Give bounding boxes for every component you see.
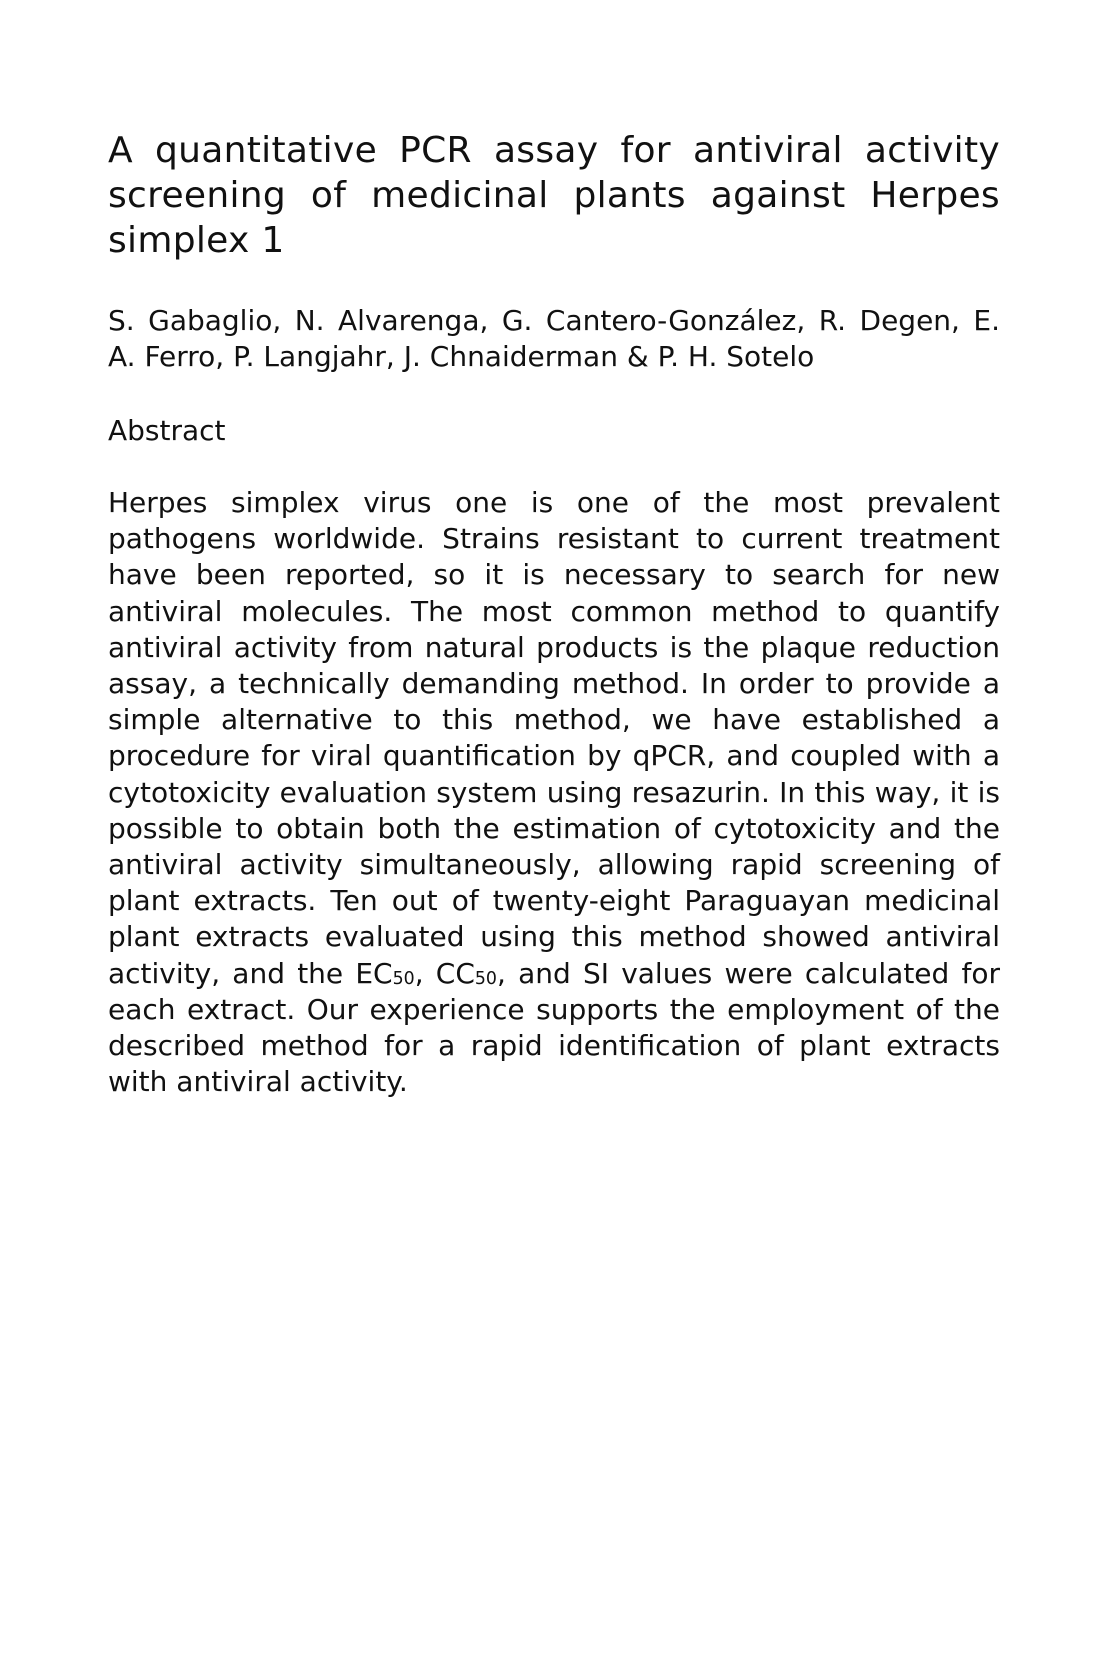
abstract-body bbox=[108, 485, 1000, 1100]
abstract-text-part1: Herpes simplex virus one is one of the most prevalent pathogens worldwide. Strains resistant to current treatment have been reported, so it is necessary to search for new antiviral molecules. The most common method to quantify antiviral activity from natural products is the plaque reduction assay, a technically demanding method. In order to provide a simple alternative to this method, we have established a procedure for viral quantification by qPCR, and coupled with a cytotoxicity evaluation system using resazurin. In this way, it is possible to obtain both the estimation of cytotoxicity and the antiviral activity simultaneously, allowing rapid screening of plant extracts. Ten out of twenty-eight Paraguayan medicinal plant extracts evaluated using this method showed antiviral activity, and the EC bbox=[108, 486, 1000, 990]
ec50-subscript: 50 bbox=[392, 968, 415, 989]
abstract-text-part2: , CC bbox=[414, 956, 475, 990]
article-page bbox=[108, 128, 1000, 1100]
article-title: A quantitative PCR assay for antiviral activity screening of medicinal plants against Herpes simplex 1 bbox=[108, 130, 1000, 261]
cc50-subscript: 50 bbox=[474, 968, 497, 989]
abstract-heading: Abstract bbox=[108, 414, 226, 447]
author-list: S. Gabaglio, N. Alvarenga, G. Cantero-González, R. Degen, E. A. Ferro, P. Langjahr, J. Chnaiderman & P. H. Sotelo bbox=[108, 304, 1000, 373]
abstract-text-part3: , and SI values were calculated for each extract. Our experience supports the employment of the described method for a rapid identification of plant extracts with antiviral activity. bbox=[108, 956, 1001, 1099]
